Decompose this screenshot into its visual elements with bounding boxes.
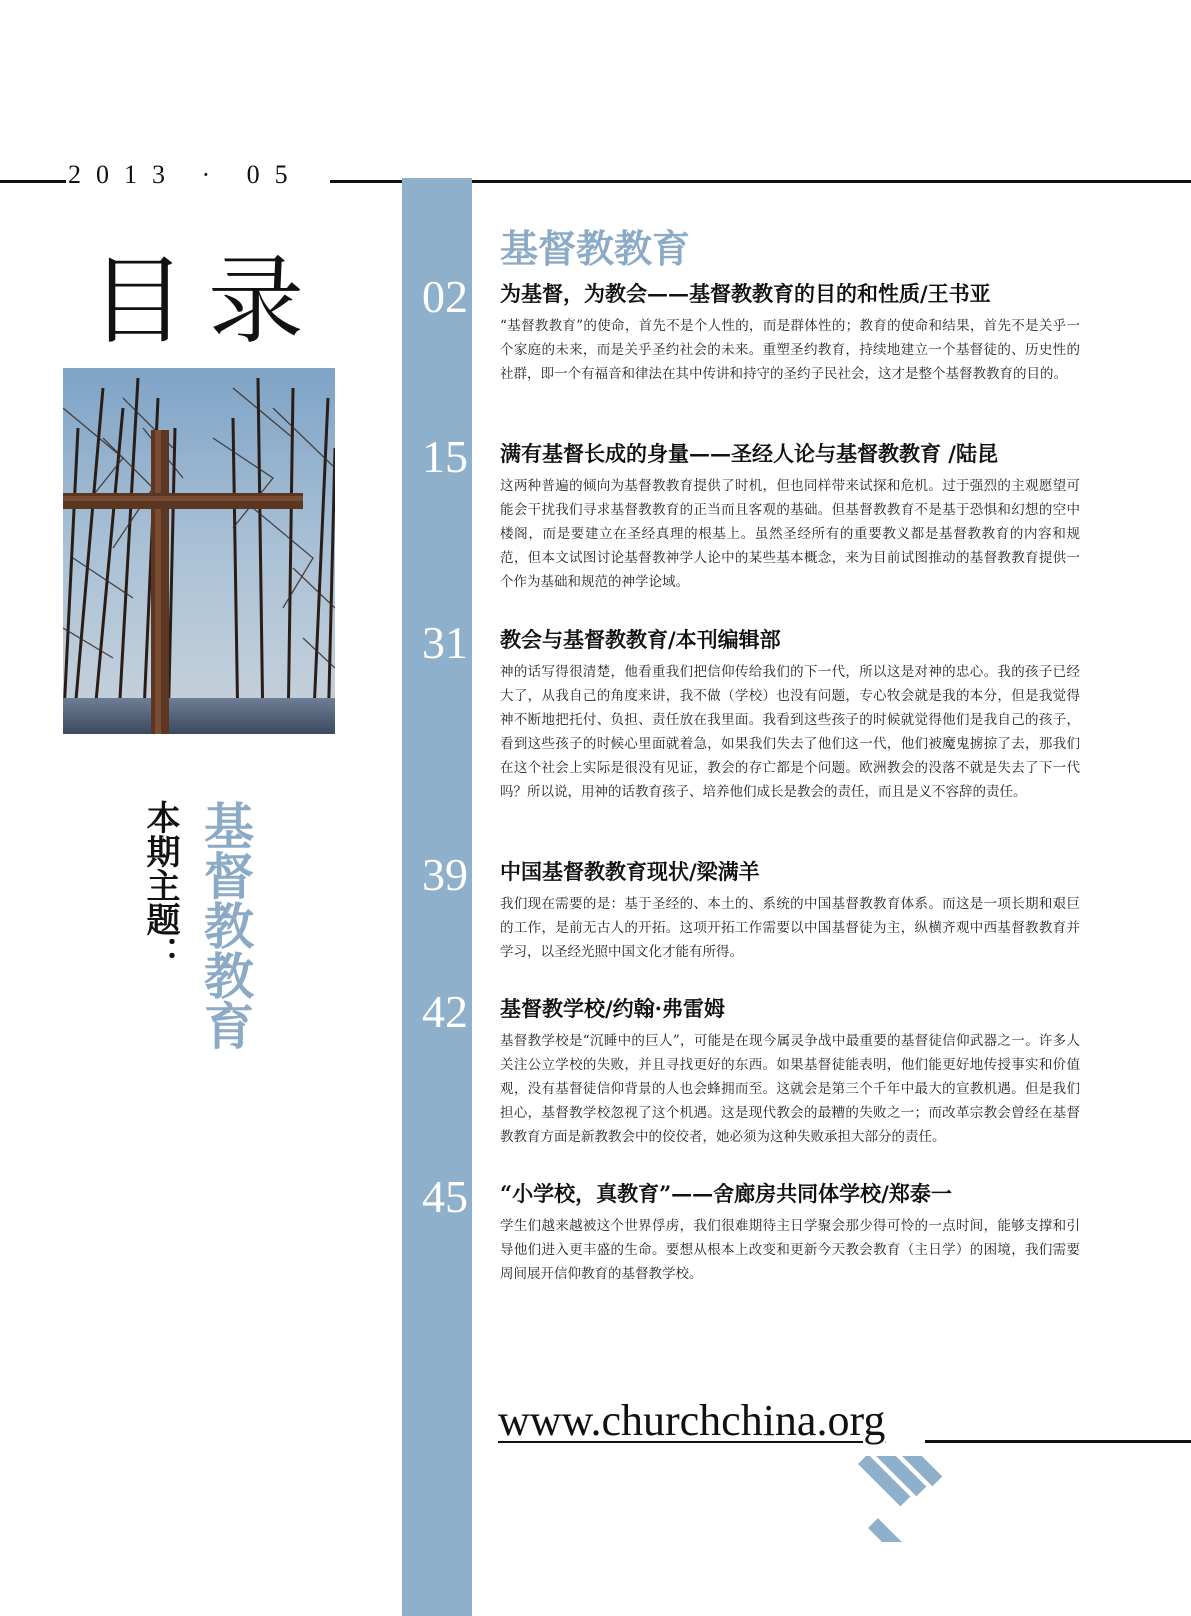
section-heading: 基督教教育	[500, 227, 691, 271]
churchchina-logo-icon	[850, 1456, 950, 1542]
article-summary: 这两种普遍的倾向为基督教教育提供了时机，但也同样带来试探和危机。过于强烈的主观愿望可能会干扰我们寻求基督教教育的正当而且客观的基础。但基督教教育不是基于恐惧和幻想的空中楼阁，而是要建立在圣经真理的根基上。虽然圣经所有的重要教义都是基督教教育的内容和规范，但本文试图讨论基督教神学人论中的某些基本概念，来为目前试图推动的基督教教育提供一个作为基础和规范的神学论域。	[500, 478, 1080, 590]
theme-label: 本期主题：	[140, 800, 180, 970]
cross-photo-image	[63, 368, 335, 734]
page-number: 15	[422, 431, 468, 482]
article-summary: “基督教教育”的使命，首先不是个人性的，而是群体性的；教育的使命和结果，首先不是关乎一个家庭的未来，而是关乎圣约社会的未来。重塑圣约教育，持续地建立一个基督徒的、历史性的社群，即一个有福音和律法在其中传讲和持守的圣约子民社会，这才是整个基督教教育的目的。	[500, 318, 1080, 382]
article-summary: 基督教学校是“沉睡中的巨人”，可能是在现今属灵争战中最重要的基督徒信仰武器之一。许多人关注公立学校的失败，并且寻找更好的东西。如果基督徒能表明，他们能更好地传授事实和价值观，没有基督徒信仰背景的人也会蜂拥而至。这就会是第三个千年中最大的宣教机遇。但是我们担心，基督教学校忽视了这个机遇。这是现代教会的最糟的失败之一；而改革宗教会曾经在基督教教育方面是新教教会中的佼佼者，她必须为这种失败承担大部分的责任。	[500, 1033, 1080, 1145]
website-link[interactable]: www.churchchina.org	[498, 1396, 886, 1445]
toc-entry[interactable]	[422, 986, 1080, 1149]
issue-date: 2013 · 05	[68, 160, 303, 189]
toc-entry[interactable]	[422, 849, 1080, 964]
theme-name: 基督教教育	[196, 800, 254, 1050]
article-title[interactable]: 基督教学校/约翰·弗雷姆	[500, 996, 725, 1021]
toc-entry[interactable]	[422, 617, 1080, 804]
article-summary: 我们现在需要的是：基于圣经的、本土的、系统的中国基督教教育体系。而这是一项长期和艰巨的工作，是前无古人的开拓。这项开拓工作需要以中国基督徒为主，纵横齐观中西基督教教育并学习，以圣经光照中国文化才能有所得。	[500, 896, 1080, 960]
toc-title: 目录	[90, 245, 326, 357]
toc-entry[interactable]	[422, 1171, 1080, 1286]
page-number: 02	[422, 271, 468, 322]
page-number: 39	[422, 849, 468, 900]
article-title[interactable]: 教会与基督教教育/本刊编辑部	[500, 627, 781, 652]
article-title[interactable]: 为基督，为教会——基督教教育的目的和性质/王书亚	[500, 281, 991, 306]
top-left-rule	[0, 180, 66, 183]
article-title[interactable]: 满有基督长成的身量——圣经人论与基督教教育 /陆昆	[500, 441, 998, 466]
article-title[interactable]: “小学校，真教育”——舍廊房共同体学校/郑泰一	[500, 1181, 952, 1206]
page-number: 31	[422, 617, 468, 668]
article-summary: 神的话写得很清楚，他看重我们把信仰传给我们的下一代，所以这是对神的忠心。我的孩子已经大了，从我自己的角度来讲，我不做（学校）也没有问题，专心牧会就是我的本分，但是我觉得神不断地把托付、负担、责任放在我里面。我看到这些孩子的时候就觉得他们是我自己的孩子，看到这些孩子的时候心里面就着急，如果我们失去了他们这一代，他们被魔鬼掳掠了去，那我们在这个社会上实际是很没有见证，教会的存亡都是个问题。欧洲教会的没落不就是失去了下一代吗？所以说，用神的话教育孩子、培养他们成长是教会的责任，而且是义不容辞的责任。	[500, 664, 1080, 800]
toc-entry[interactable]	[422, 431, 1080, 594]
page-number: 45	[422, 1171, 468, 1222]
cover-photo-cross-in-forest	[63, 368, 335, 734]
article-summary: 学生们越来越被这个世界俘虏，我们很难期待主日学聚会那少得可怜的一点时间，能够支撑和引导他们进入更丰盛的生命。要想从根本上改变和更新今天教会教育（主日学）的困境，我们需要周间展开信仰教育的基督教学校。	[500, 1218, 1080, 1282]
article-title[interactable]: 中国基督教教育现状/梁满羊	[500, 859, 760, 884]
page-number: 42	[422, 986, 468, 1037]
url-rule	[925, 1440, 1191, 1443]
toc-entry[interactable]	[422, 271, 1080, 386]
